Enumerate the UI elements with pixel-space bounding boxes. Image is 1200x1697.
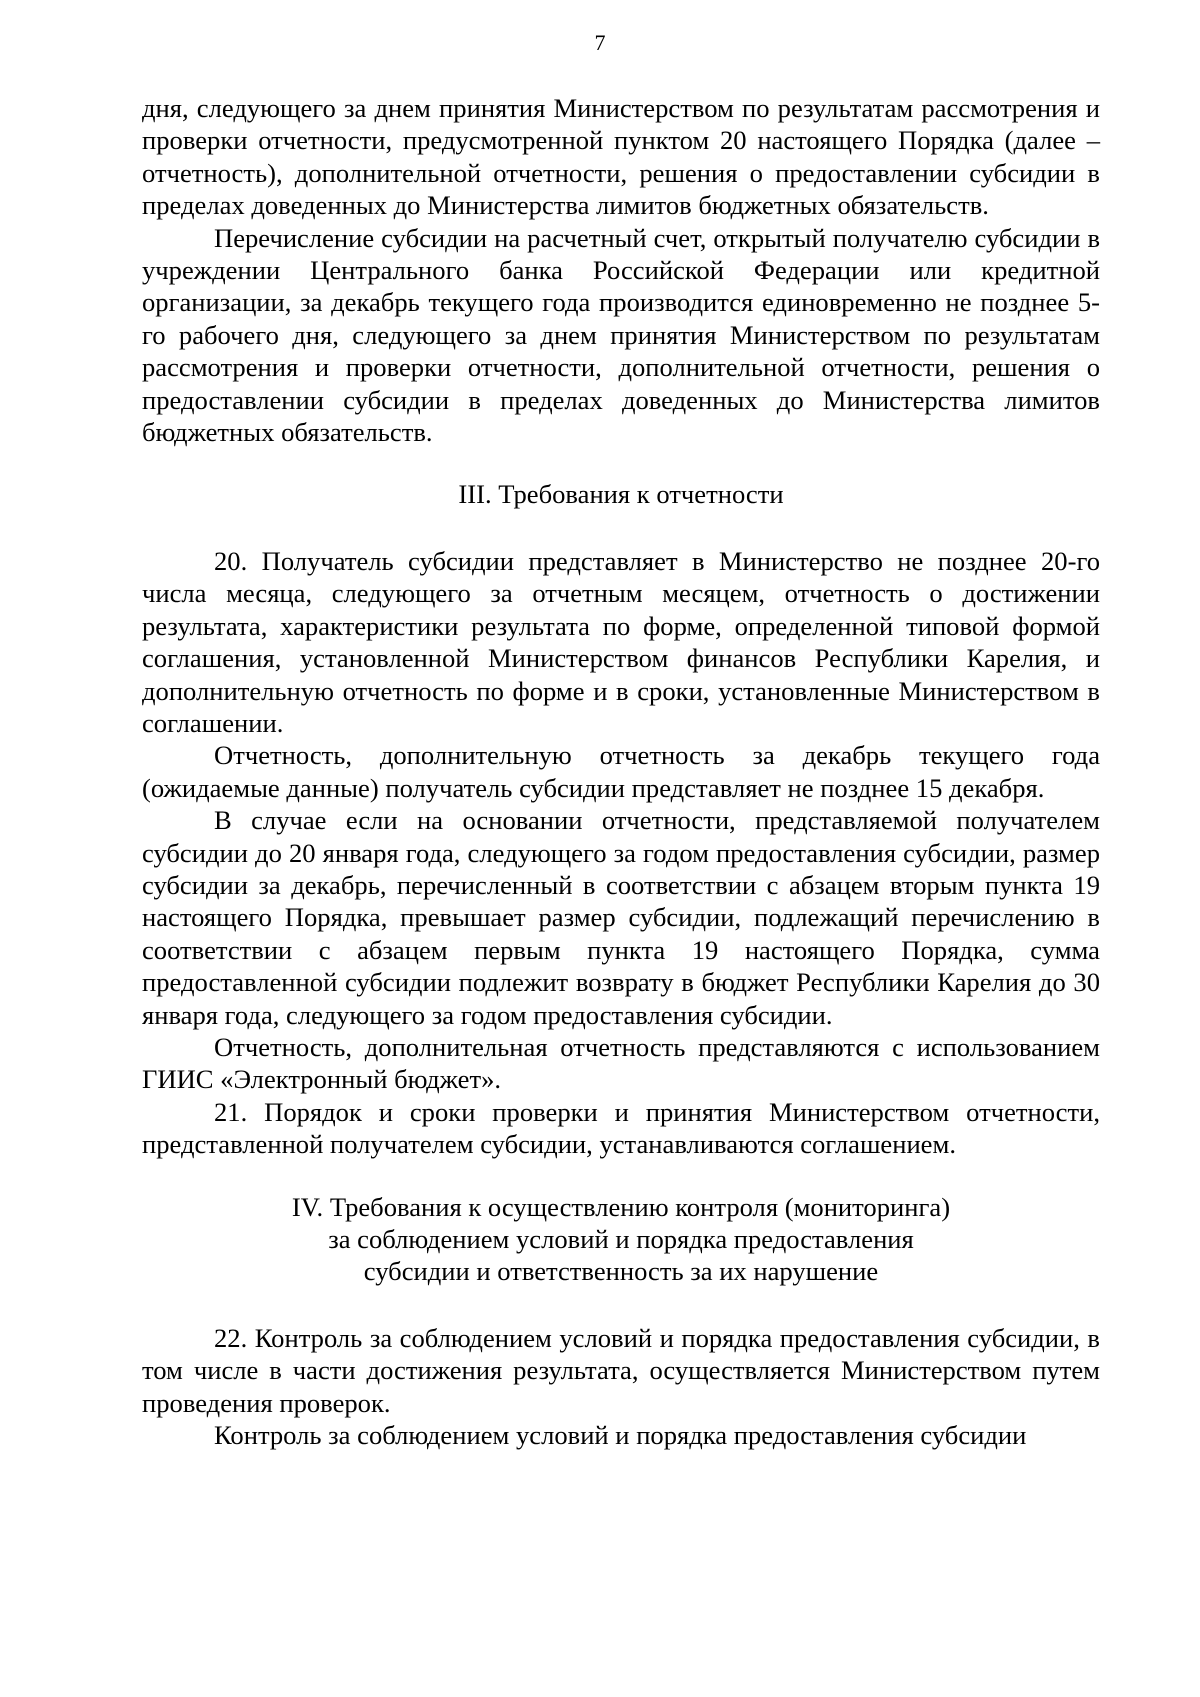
paragraph-control-continued: Контроль за соблюдением условий и порядка предоставления субсидии bbox=[214, 1420, 1027, 1451]
section-heading-reporting: III. Требования к отчетности bbox=[458, 479, 784, 510]
paragraph-item-21: 21. Порядок и сроки проверки и принятия Министерством отчетности, представленной получателем субсидии, устанавливаются соглашением. bbox=[142, 1096, 1100, 1160]
paragraph-item-22: 22. Контроль за соблюдением условий и порядка предоставления субсидии, в том числе в части достижения результата, осуществляется Министерством путем проведения проверок. bbox=[142, 1322, 1100, 1418]
paragraph-refund-case: В случае если на основании отчетности, представляемой получателем субсидии до 20 января года, следующего за годом предоставления субсидии, размер субсидии за декабрь, перечисленный в соответствии с абзацем вторым пункта 19 настоящего Порядка, превышает размер субсидии, подлежащий перечислению в соответствии с абзацем первым пункта 19 настоящего Порядка, сумма предоставленной субсидии подлежит возврату в бюджет Республики Карелия до 30 января года, следующего за годом предоставления субсидии. bbox=[142, 805, 1100, 1030]
page-number: 7 bbox=[594, 30, 606, 55]
section-heading-control-line-2: за соблюдением условий и порядка предоставления bbox=[328, 1224, 914, 1254]
section-heading-control-line-1: IV. Требования к осуществлению контроля (мониторинга) bbox=[291, 1191, 951, 1222]
section-heading-control bbox=[142, 1161, 1100, 1322]
document-body bbox=[142, 92, 1100, 1451]
paragraph-december-reporting: Отчетность, дополнительную отчетность за декабрь текущего года (ожидаемые данные) получатель субсидии представляет не позднее 15 декабря. bbox=[142, 740, 1100, 803]
paragraph-item-20: 20. Получатель субсидии представляет в Министерство не позднее 20-го числа месяца, следующего за отчетным месяцем, отчетность о достижении результата, характеристики результата по форме, определенной типовой формой соглашения, установленной Министерством финансов Республики Карелия, и дополнительную отчетность по форме и в сроки, установленные Министерством в соглашении. bbox=[142, 545, 1100, 738]
paragraph-continuation: дня, следующего за днем принятия Министерством по результатам рассмотрения и проверки отчетности, предусмотренной пунктом 20 настоящего Порядка (далее – отчетность), дополнительной отчетности, решения о предоставлении субсидии в пределах доведенных до Министерства лимитов бюджетных обязательств. bbox=[142, 93, 1100, 221]
paragraph-electronic-budget: Отчетность, дополнительная отчетность представляются с использованием ГИИС «Электронный бюджет». bbox=[142, 1031, 1100, 1095]
paragraph-transfer-december: Перечисление субсидии на расчетный счет, открытый получателю субсидии в учреждении Центрального банка Российской Федерации или кредитной организации, за декабрь текущего года производится единовременно не позднее 5-го рабочего дня, следующего за днем принятия Министерством по результатам рассмотрения и проверки отчетности, дополнительной отчетности, решения о предоставлении субсидии в пределах доведенных до Министерства лимитов бюджетных обязательств. bbox=[142, 222, 1100, 448]
section-heading-control-line-3: субсидии и ответственность за их нарушение bbox=[363, 1256, 879, 1287]
